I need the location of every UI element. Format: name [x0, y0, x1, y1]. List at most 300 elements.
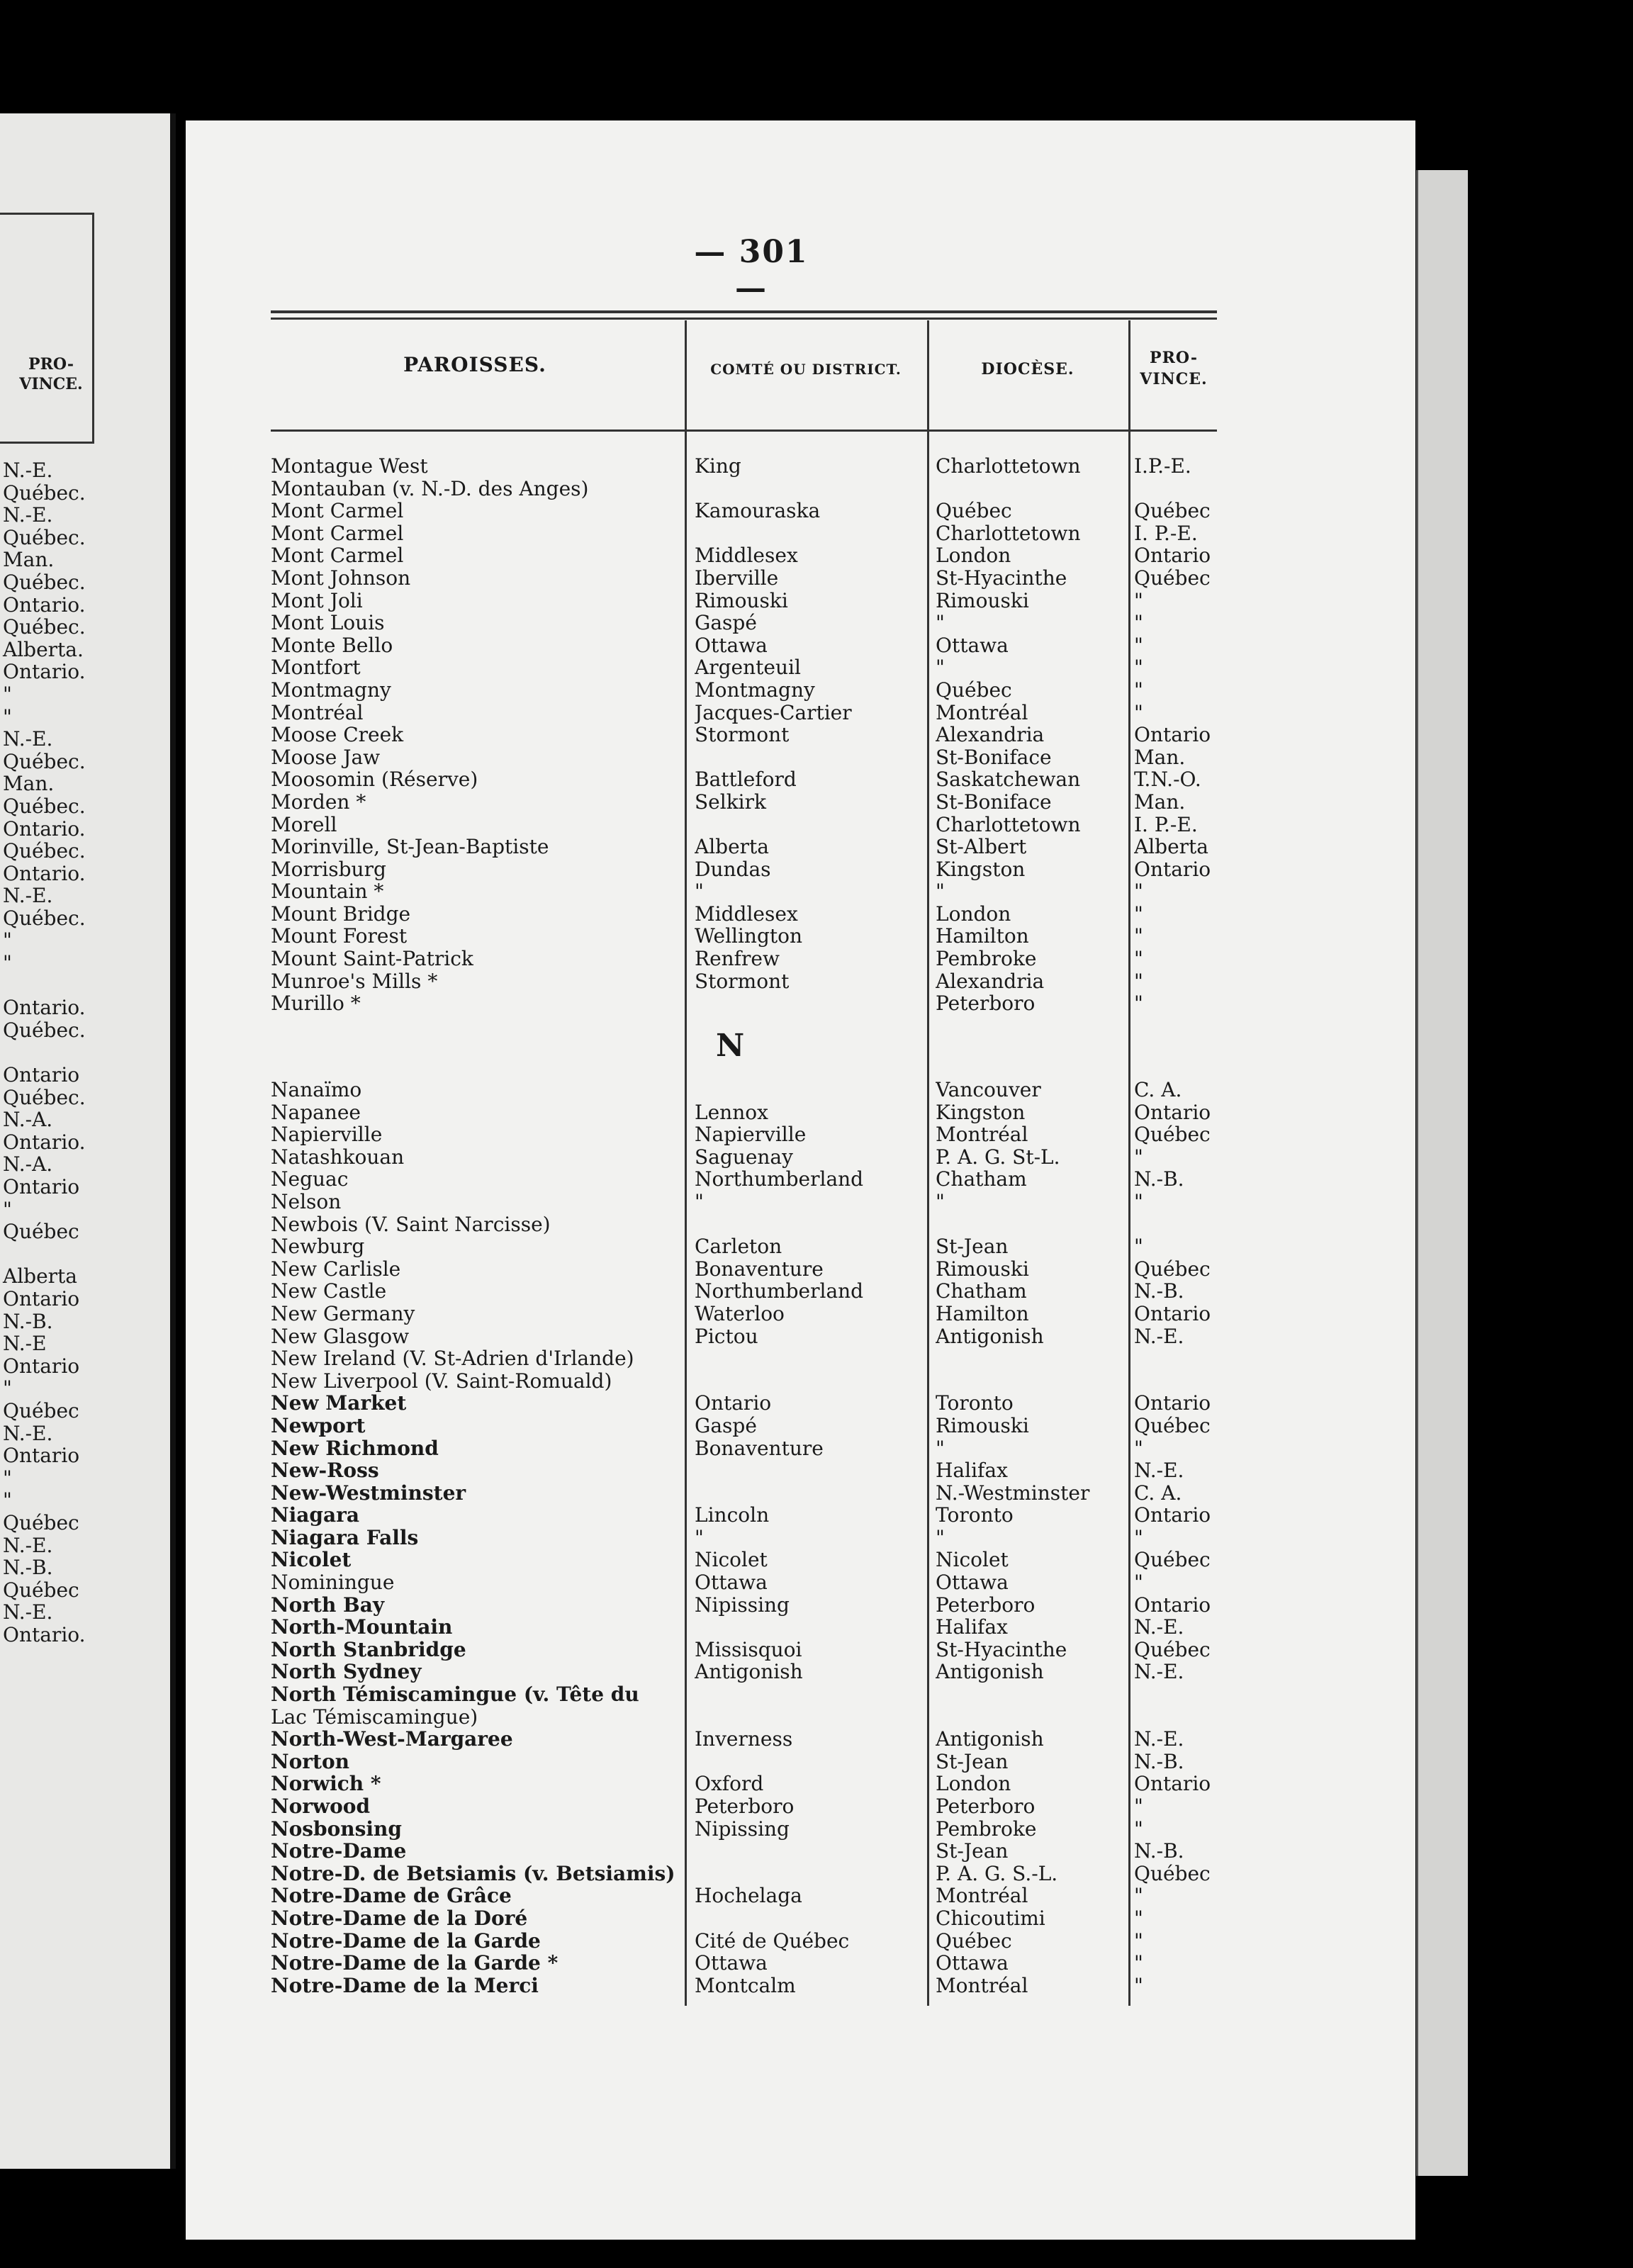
table-row [271, 567, 1217, 590]
header-province: PRO- VINCE. [1140, 349, 1208, 388]
county-cell: Lincoln [695, 1504, 770, 1527]
diocese-cell: Ottawa [936, 1571, 1009, 1594]
table-row [271, 1325, 1217, 1348]
table-row [271, 590, 1217, 612]
parish-cell: Mount Bridge [271, 902, 411, 926]
county-cell: Ontario [695, 1392, 772, 1415]
table-row [271, 970, 1217, 993]
left-province-entry: " [3, 951, 12, 975]
left-province-entry: Québec. [3, 906, 86, 930]
left-province-entry: N.-B. [3, 1309, 53, 1333]
left-province-entry: Man. [3, 548, 55, 572]
parish-cell: North-Mountain [271, 1616, 453, 1639]
table-row [271, 925, 1217, 948]
province-cell: " [1134, 1929, 1143, 1953]
diocese-cell: Nicolet [936, 1549, 1009, 1572]
province-cell: " [1134, 902, 1143, 926]
diocese-cell: Chatham [936, 1168, 1027, 1191]
left-province-entry: Québec. [3, 749, 86, 773]
table-row [271, 478, 1217, 500]
table-row [271, 1706, 1217, 1729]
province-cell: " [1134, 1974, 1143, 1997]
province-cell: N.-B. [1134, 1750, 1184, 1773]
province-cell: " [1134, 612, 1143, 634]
diocese-cell: St-Jean [936, 1750, 1009, 1773]
parish-cell: New Castle [271, 1280, 387, 1303]
parish-cell: Morrisburg [271, 858, 386, 881]
county-cell: Northumberland [695, 1168, 864, 1191]
left-province-entry: Ontario. [3, 861, 86, 885]
province-cell: " [1134, 1437, 1143, 1460]
table-row [271, 724, 1217, 746]
left-province-header: PRO- VINCE. [19, 355, 83, 393]
page-edge [1416, 170, 1468, 2176]
m-entries [271, 455, 1217, 1015]
table-row [271, 903, 1217, 926]
province-cell: N.-E. [1134, 1661, 1184, 1684]
parish-cell: Napierville [271, 1123, 383, 1146]
province-cell: " [1134, 1885, 1143, 1907]
parish-cell: North Sydney [271, 1661, 422, 1684]
county-cell: Rimouski [695, 589, 788, 612]
diocese-cell: St-Albert [936, 836, 1027, 858]
parish-cell: Norton [271, 1750, 349, 1773]
table-row [271, 455, 1217, 478]
province-cell: " [1134, 1235, 1143, 1258]
table-row [271, 1863, 1217, 1885]
diocese-cell: Montréal [936, 1974, 1028, 1997]
diocese-cell: St-Jean [936, 1840, 1009, 1863]
parish-cell: Mont Carmel [271, 522, 404, 545]
diocese-cell: St-Jean [936, 1235, 1009, 1258]
province-cell: " [1134, 701, 1143, 724]
left-province-entry: N.-E. [3, 884, 53, 908]
parish-cell: North Stanbridge [271, 1638, 466, 1661]
diocese-cell: Vancouver [936, 1079, 1041, 1101]
table-row [271, 1258, 1217, 1281]
table-row [271, 1101, 1217, 1124]
table-row [271, 1683, 1217, 1706]
diocese-cell: Toronto [936, 1392, 1014, 1415]
diocese-cell: St-Hyacinthe [936, 566, 1067, 590]
left-province-entry: Québec. [3, 570, 86, 594]
parish-cell: North-West-Margaree [271, 1728, 513, 1751]
table-row [271, 1728, 1217, 1751]
diocese-cell: Québec [936, 1929, 1012, 1953]
diocese-cell: Saskatchewan [936, 768, 1081, 791]
parish-cell: New Richmond [271, 1437, 439, 1460]
diocese-cell: Chicoutimi [936, 1907, 1045, 1930]
parish-cell: North Bay [271, 1593, 385, 1617]
table-row [271, 1930, 1217, 1953]
parish-cell: Mont Joli [271, 589, 363, 612]
parish-cell: Niagara Falls [271, 1526, 419, 1549]
county-cell: Gaspé [695, 612, 757, 634]
province-cell: I. P.-E. [1134, 522, 1198, 545]
parish-cell: Moose Creek [271, 724, 404, 746]
diocese-cell: " [936, 1526, 945, 1549]
header-county: COMTÉ OU DISTRICT. [710, 361, 902, 378]
province-cell: Ontario [1134, 1593, 1211, 1617]
table-row [271, 1795, 1217, 1818]
table-row [271, 1437, 1217, 1460]
parish-cell: New Market [271, 1392, 407, 1415]
table-row [271, 858, 1217, 881]
left-province-entry: Québec [3, 1578, 79, 1602]
province-cell: Québec [1134, 1862, 1211, 1885]
parish-cell: New Glasgow [271, 1325, 410, 1348]
left-province-entry: Ontario. [3, 1130, 86, 1154]
diocese-cell: " [936, 612, 945, 634]
parish-cell: Morell [271, 813, 337, 836]
county-cell: Renfrew [695, 948, 780, 970]
left-header-box [0, 213, 94, 444]
county-cell: Alberta [695, 836, 769, 858]
county-cell: Antigonish [695, 1661, 803, 1684]
province-cell: Québec [1134, 1123, 1211, 1146]
parish-cell: Mont Carmel [271, 500, 404, 522]
parish-cell: Newbois (V. Saint Narcisse) [271, 1213, 551, 1236]
left-province-entry: Ontario [3, 1444, 80, 1468]
table-row [271, 1482, 1217, 1505]
county-cell: Nipissing [695, 1817, 790, 1841]
parish-cell: Montréal [271, 701, 364, 724]
table-row [271, 746, 1217, 769]
diocese-cell: Montréal [936, 1885, 1028, 1907]
county-cell: Middlesex [695, 544, 798, 567]
diocese-cell: Pembroke [936, 1817, 1037, 1841]
province-cell: N.-B. [1134, 1168, 1184, 1191]
left-province-entry: Ontario [3, 1354, 80, 1378]
left-province-entry: Québec [3, 1510, 79, 1534]
diocese-cell: Charlottetown [936, 813, 1081, 836]
left-province-entry: Ontario. [3, 593, 86, 617]
left-province-entry: Québec. [3, 525, 86, 549]
diocese-cell: Antigonish [936, 1325, 1044, 1348]
county-cell: Middlesex [695, 902, 798, 926]
county-cell: Napierville [695, 1123, 807, 1146]
parish-cell: Montmagny [271, 678, 391, 702]
diocese-cell: Rimouski [936, 589, 1029, 612]
province-cell: " [1134, 880, 1143, 903]
parish-cell: New Liverpool (V. Saint-Romuald) [271, 1369, 612, 1393]
table-row [271, 522, 1217, 545]
left-province-entry: Alberta. [3, 637, 84, 661]
parish-cell: New Carlisle [271, 1257, 401, 1281]
diocese-cell: Rimouski [936, 1257, 1029, 1281]
left-province-entry: Québec. [3, 481, 86, 505]
table-row [271, 1235, 1217, 1258]
table-row [271, 880, 1217, 903]
table-row [271, 1952, 1217, 1975]
parish-cell: Montague West [271, 455, 428, 478]
left-province-entry [3, 1041, 159, 1064]
parish-cell: Murillo * [271, 992, 361, 1015]
table-row [271, 1773, 1217, 1795]
county-cell: Montmagny [695, 678, 815, 702]
parish-cell: Montfort [271, 656, 361, 679]
province-cell: Ontario [1134, 1101, 1211, 1124]
table-row [271, 1123, 1217, 1146]
diocese-cell: P. A. G. St-L. [936, 1145, 1060, 1169]
parish-cell: Napanee [271, 1101, 361, 1124]
county-cell: Stormont [695, 970, 790, 993]
table-row [271, 1415, 1217, 1437]
parish-cell: Mountain * [271, 880, 384, 903]
table-row [271, 1213, 1217, 1236]
left-province-entry: Ontario [3, 1175, 80, 1198]
province-cell: Man. [1134, 746, 1186, 769]
diocese-cell: London [936, 1773, 1011, 1795]
diocese-cell: St-Boniface [936, 790, 1052, 814]
county-cell: " [695, 1190, 704, 1213]
province-cell: N.-E. [1134, 1325, 1184, 1348]
diocese-cell: Kingston [936, 1101, 1026, 1124]
table-row [271, 1616, 1217, 1639]
left-province-entry: Québec. [3, 794, 86, 818]
parish-cell: Munroe's Mills * [271, 970, 438, 993]
parish-cell: Newport [271, 1414, 366, 1437]
province-cell: " [1134, 1817, 1143, 1841]
table-row [271, 1594, 1217, 1617]
province-cell: Ontario [1134, 544, 1211, 567]
county-cell: Argenteuil [695, 656, 801, 679]
county-cell: Saguenay [695, 1145, 793, 1169]
left-province-entry: Man. [3, 772, 55, 796]
table-row [271, 1571, 1217, 1594]
province-cell: Québec [1134, 1549, 1211, 1572]
parish-cell: North Témiscamingue (v. Tête du [271, 1683, 639, 1706]
province-cell: " [1134, 1571, 1143, 1594]
province-cell: " [1134, 1145, 1143, 1169]
county-cell: Gaspé [695, 1414, 757, 1437]
left-province-entry: Québec. [3, 1085, 86, 1109]
province-cell: " [1134, 992, 1143, 1015]
left-province-entry: " [3, 1376, 12, 1400]
table-row [271, 634, 1217, 657]
diocese-cell: Peterboro [936, 992, 1036, 1015]
diocese-cell: Pembroke [936, 948, 1037, 970]
page-number: — 301 — [694, 234, 809, 306]
province-cell: " [1134, 925, 1143, 948]
province-cell: " [1134, 970, 1143, 993]
parish-cell: Notre-Dame de Grâce [271, 1885, 512, 1907]
left-province-entry: Québec. [3, 615, 86, 639]
table-row [271, 791, 1217, 814]
parish-cell: Nominingue [271, 1571, 395, 1594]
diocese-cell: Montréal [936, 701, 1028, 724]
parish-cell: Norwich * [271, 1773, 381, 1795]
section-letter: N [716, 1028, 745, 1064]
diocese-cell: Ottawa [936, 634, 1009, 657]
table-row [271, 1661, 1217, 1683]
county-cell: Iberville [695, 566, 779, 590]
parish-cell: Mont Carmel [271, 544, 404, 567]
left-province-entry: Québec. [3, 1018, 86, 1042]
county-cell: Oxford [695, 1773, 764, 1795]
table-row [271, 1392, 1217, 1415]
county-cell: Nipissing [695, 1593, 790, 1617]
table-row [271, 836, 1217, 858]
parish-cell: Notre-Dame de la Doré [271, 1907, 528, 1930]
province-cell: N.-E. [1134, 1459, 1184, 1482]
left-province-entry: " [3, 1197, 12, 1221]
diocese-cell: Halifax [936, 1616, 1008, 1639]
top-rule [271, 310, 1217, 313]
diocese-cell: Toronto [936, 1504, 1014, 1527]
left-province-entry: N.-B. [3, 1556, 53, 1580]
table-row [271, 768, 1217, 791]
diocese-cell: St-Hyacinthe [936, 1638, 1067, 1661]
parish-cell: Newburg [271, 1235, 365, 1258]
table-row [271, 544, 1217, 567]
diocese-cell: " [936, 880, 945, 903]
table-row [271, 1975, 1217, 1997]
table-row [271, 1146, 1217, 1169]
table-row [271, 1549, 1217, 1571]
left-province-entry: N.-A. [3, 1152, 53, 1177]
left-province-entry [3, 975, 159, 997]
diocese-cell: Québec [936, 500, 1012, 522]
left-province-entry: N.-E. [3, 459, 53, 482]
parish-cell: Nicolet [271, 1549, 352, 1572]
parish-cell: Notre-D. de Betsiamis (v. Betsiamis) [271, 1862, 675, 1885]
county-cell: Ottawa [695, 1952, 768, 1975]
parish-cell: Notre-Dame [271, 1840, 407, 1863]
left-province-entry: Ontario [3, 1286, 80, 1310]
province-cell: Ontario [1134, 1773, 1211, 1795]
county-cell: Lennox [695, 1101, 768, 1124]
diocese-cell: P. A. G. S.-L. [936, 1862, 1058, 1885]
province-cell: Québec [1134, 1414, 1211, 1437]
county-cell: Peterboro [695, 1795, 795, 1818]
header-diocese: DIOCÈSE. [981, 360, 1074, 378]
province-cell: Ontario [1134, 1392, 1211, 1415]
table-row [271, 1347, 1217, 1370]
province-cell: Ontario [1134, 1302, 1211, 1325]
province-cell: " [1134, 948, 1143, 970]
province-cell: " [1134, 1795, 1143, 1818]
parish-cell: Norwood [271, 1795, 371, 1818]
header-parish: PAROISSES. [403, 353, 546, 376]
county-cell: Bonaventure [695, 1257, 824, 1281]
diocese-cell: Montréal [936, 1123, 1028, 1146]
n-entries [271, 1079, 1217, 1997]
province-cell: Québec [1134, 1638, 1211, 1661]
county-cell: Waterloo [695, 1302, 785, 1325]
province-cell: Ontario [1134, 724, 1211, 746]
left-province-entry: N.-E. [3, 727, 53, 751]
left-province-entry: " [3, 1466, 12, 1490]
diocese-cell: London [936, 544, 1011, 567]
county-cell: Montcalm [695, 1974, 796, 1997]
province-cell: " [1134, 1907, 1143, 1930]
table-row [271, 702, 1217, 724]
province-cell: C. A. [1134, 1079, 1182, 1101]
parish-cell: Morden * [271, 790, 366, 814]
province-cell: " [1134, 589, 1143, 612]
province-cell: Québec [1134, 500, 1211, 522]
parish-cell: New-Westminster [271, 1481, 466, 1505]
county-cell: Jacques-Cartier [695, 701, 852, 724]
diocese-cell: Kingston [936, 858, 1026, 881]
left-province-entry: Ontario. [3, 996, 86, 1020]
county-cell: " [695, 1526, 704, 1549]
left-province-entry: Ontario. [3, 816, 86, 841]
diocese-cell: Ottawa [936, 1952, 1009, 1975]
province-cell: Ontario [1134, 1504, 1211, 1527]
left-province-entry: Ontario. [3, 1622, 86, 1646]
province-cell: I.P.-E. [1134, 455, 1191, 478]
parish-cell: Nanaïmo [271, 1079, 362, 1101]
parish-cell: New Germany [271, 1302, 415, 1325]
province-cell: Québec [1134, 566, 1211, 590]
parish-cell: Nosbonsing [271, 1817, 402, 1841]
province-cell: N.-E. [1134, 1728, 1184, 1751]
parish-cell: Natashkouan [271, 1145, 405, 1169]
table-row [271, 1504, 1217, 1527]
left-province-entry: N.-E. [3, 1600, 53, 1624]
table-row [271, 656, 1217, 679]
table-row [271, 992, 1217, 1015]
county-cell: Bonaventure [695, 1437, 824, 1460]
diocese-cell: Charlottetown [936, 522, 1081, 545]
table-row [271, 1459, 1217, 1482]
diocese-cell: Halifax [936, 1459, 1008, 1482]
province-cell: " [1134, 656, 1143, 679]
left-province-entry: Ontario [3, 1063, 80, 1087]
parish-cell: Neguac [271, 1168, 349, 1191]
table-row [271, 1079, 1217, 1101]
county-cell: Hochelaga [695, 1885, 802, 1907]
parish-cell: Monte Bello [271, 634, 393, 657]
diocese-cell: St-Boniface [936, 746, 1052, 769]
province-cell: Ontario [1134, 858, 1211, 881]
province-cell: N.-B. [1134, 1840, 1184, 1863]
diocese-cell: Antigonish [936, 1728, 1044, 1751]
left-province-column [3, 459, 159, 1646]
header-rule [271, 430, 1217, 432]
province-cell: C. A. [1134, 1481, 1182, 1505]
left-province-entry: Québec [3, 1220, 79, 1244]
table-row [271, 1303, 1217, 1325]
table-row [271, 948, 1217, 970]
county-cell: Ottawa [695, 634, 768, 657]
table-row [271, 1840, 1217, 1863]
left-province-entry: Québec. [3, 839, 86, 863]
diocese-cell: Hamilton [936, 1302, 1029, 1325]
left-province-entry [3, 1243, 159, 1266]
diocese-cell: " [936, 1437, 945, 1460]
parish-cell: Morinville, St-Jean-Baptiste [271, 836, 549, 858]
table-row [271, 1818, 1217, 1841]
left-province-entry: " [3, 1488, 12, 1512]
diocese-cell: Hamilton [936, 925, 1029, 948]
county-cell: Northumberland [695, 1280, 864, 1303]
left-province-entry: N.-E. [3, 1421, 53, 1445]
parish-cell: Niagara [271, 1504, 359, 1527]
parish-cell: Mont Johnson [271, 566, 411, 590]
table-row [271, 500, 1217, 522]
table-row [271, 1751, 1217, 1773]
province-cell: " [1134, 1190, 1143, 1213]
county-cell: Dundas [695, 858, 771, 881]
county-cell: Missisquoi [695, 1638, 802, 1661]
county-cell: Cité de Québec [695, 1929, 850, 1953]
table-row [271, 1191, 1217, 1213]
parish-cell: Notre-Dame de la Garde * [271, 1952, 559, 1975]
diocese-cell: Chatham [936, 1280, 1027, 1303]
